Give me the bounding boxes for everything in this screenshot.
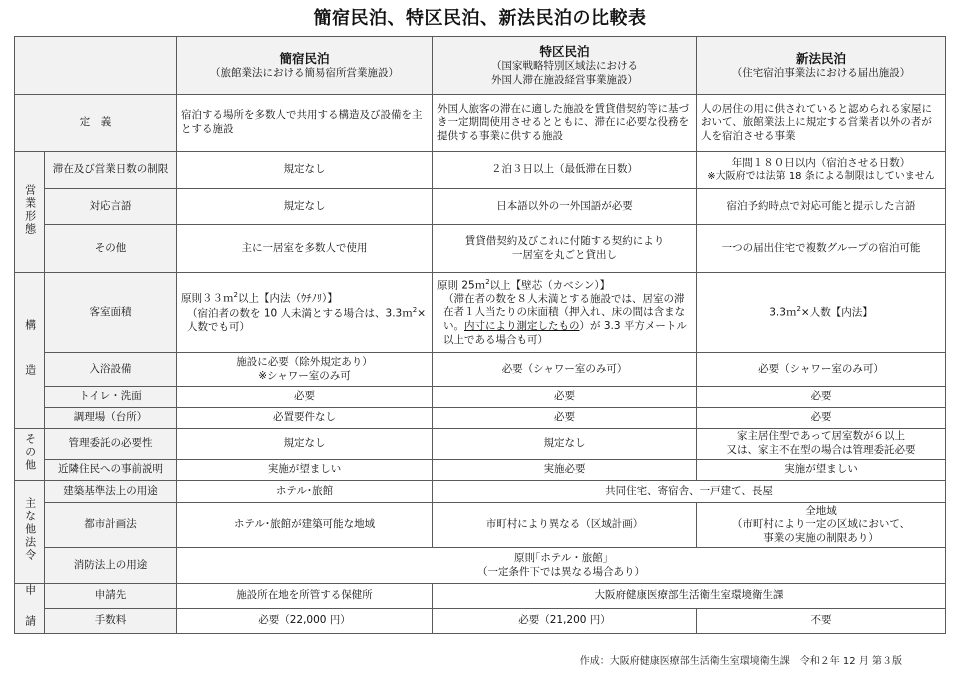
row-days-limit [15, 152, 946, 189]
cell-tokku: 必要 [433, 387, 697, 408]
row-label: 対応言語 [45, 189, 177, 225]
page-title: 簡宿民泊、特区民泊、新法民泊の比較表 [313, 8, 647, 29]
cell-tokku: 規定なし [433, 429, 697, 460]
row-label: その他 [45, 225, 177, 273]
row-label: 都市計画法 [45, 503, 177, 548]
cell-text: 賃貸借契約及びこれに付随する契約により [464, 234, 665, 247]
group-label-kozo: 構 造 [15, 273, 45, 429]
cell-shinpo: 不要 [697, 609, 946, 634]
column-header-shinpo [697, 37, 946, 95]
row-label: 定 義 [15, 95, 177, 152]
cell-kanshuku: 施設所在地を所管する保健所 [177, 584, 433, 609]
cell-kanshuku: 必要 [177, 387, 433, 408]
column-subtitle: （国家戦略特別区域法における [491, 59, 638, 72]
column-name: 簡宿民泊 [279, 50, 330, 66]
cell-shinpo: 実施が望ましい [697, 460, 946, 481]
cell-tokku: 外国人旅客の滞在に適した施設を賃貸借契約等に基づき一定期間使用させるとともに、滞在に必要な役務を提供する事業に供する施設 [433, 95, 697, 152]
row-label: 消防法上の用途 [45, 548, 177, 584]
row-label: 近隣住民への事前説明 [45, 460, 177, 481]
row-label: 建築基準法上の用途 [45, 481, 177, 503]
row-kitchen [15, 408, 946, 429]
row-building-law [15, 481, 946, 503]
cell-tokku: 必要（シャワー室のみ可） [433, 353, 697, 387]
column-subtitle: （住宅宿泊事業法における届出施設） [731, 66, 911, 79]
row-definition [15, 95, 946, 152]
column-header-tokku [433, 37, 697, 95]
column-subtitle: 外国人滞在施設経営事業施設） [491, 73, 638, 86]
row-label: 手数料 [45, 609, 177, 634]
row-city-planning [15, 503, 946, 548]
row-label: 申請先 [45, 584, 177, 609]
cell-shinpo: 必要（シャワー室のみ可） [697, 353, 946, 387]
group-label-shinsei: 申 請 [15, 584, 45, 634]
cell-text: 一居室を丸ごと貸出し [512, 248, 617, 261]
corner-cell [15, 37, 177, 95]
column-name: 特区民泊 [539, 43, 590, 59]
cell-shinpo [697, 152, 946, 189]
row-label: 調理場（台所） [45, 408, 177, 429]
cell-kanshuku: 必置要件なし [177, 408, 433, 429]
cell-kanshuku: 主に一居室を多数人で使用 [177, 225, 433, 273]
row-label: 滞在及び営業日数の制限 [45, 152, 177, 189]
cell-tokku: 市町村により異なる（区域計画） [433, 503, 697, 548]
cell-tokku: 原則 25ｍ$^2$以上【壁芯（カベシン）】 （滞在者の数を８人未満とする施設では、居室の滞在者１人当たりの床面積（押入れ、床の間は含まない。内寸により測定したもの）が 3.3 平方メートル以上である場合も可） [433, 273, 697, 353]
cell-text: 年間１８０日以内（宿泊させる日数） [731, 156, 911, 169]
row-language [15, 189, 946, 225]
row-label: トイレ・洗面 [45, 387, 177, 408]
row-bath [15, 353, 946, 387]
row-neighbor [15, 460, 946, 481]
cell-kanshuku: 実施が望ましい [177, 460, 433, 481]
group-label-sonota: その他 [15, 429, 45, 481]
cell-note: ※大阪府では法第 18 条による制限はしていません [707, 171, 935, 183]
cell-shinpo: 宿泊予約時点で対応可能と提示した言語 [697, 189, 946, 225]
row-application-dest [15, 584, 946, 609]
group-label-hourei: 主な他法令 [15, 481, 45, 584]
cell-kanshuku: 原則３３ｍ$^2$以上【内法（ｳﾁﾉﾘ）】 （宿泊者の数を 10 人未満とする場合は、3.3ｍ$^2$×人数でも可） [177, 273, 433, 353]
row-fire-law [15, 548, 946, 584]
cell-kanshuku: 規定なし [177, 152, 433, 189]
cell-kanshuku: 必要（22,000 円） [177, 609, 433, 634]
cell-tokku: ２泊３日以上（最低滞在日数） [433, 152, 697, 189]
cell-kanshuku: ホテル･旅館が建築可能な地域 [177, 503, 433, 548]
cell-tokku: 必要（21,200 円） [433, 609, 697, 634]
cell-shinpo: 人の居住の用に供されていると認められる家屋において、旅館業法上に規定する営業者以外の者が人を宿泊させる事業 [697, 95, 946, 152]
comparison-table [14, 36, 946, 634]
row-fee [15, 609, 946, 634]
row-management [15, 429, 946, 460]
cell-shinpo: 必要 [697, 387, 946, 408]
column-header-kanshuku [177, 37, 433, 95]
row-other [15, 225, 946, 273]
cell-kanshuku: 宿泊する場所を多数人で共用する構造及び設備を主とする施設 [177, 95, 433, 152]
cell-shinpo: 家主居住型であって居室数が６以上 又は、家主不在型の場合は管理委託必要 [697, 429, 946, 460]
header-row [15, 37, 946, 95]
row-toilet [15, 387, 946, 408]
cell-tokku: 実施必要 [433, 460, 697, 481]
cell-shinpo: 必要 [697, 408, 946, 429]
cell-shinpo: 全地域 （市町村により一定の区域において、 事業の実施の制限あり） [697, 503, 946, 548]
row-room-area [15, 273, 946, 353]
group-label-eigyo: 営業形態 [15, 152, 45, 273]
cell-tokku: 日本語以外の一外国語が必要 [433, 189, 697, 225]
cell-tokku-shinpo: 共同住宅、寄宿舎、一戸建て、長屋 [433, 481, 946, 503]
row-label: 入浴設備 [45, 353, 177, 387]
row-label: 管理委託の必要性 [45, 429, 177, 460]
cell-shinpo: 3.3ｍ$^2$×人数【内法】 [697, 273, 946, 353]
cell-tokku-shinpo: 大阪府健康医療部生活衛生室環境衛生課 [433, 584, 946, 609]
cell-all: 原則｢ホテル・旅館｣ （一定条件下では異なる場合あり） [177, 548, 946, 584]
column-name: 新法民泊 [795, 50, 846, 66]
column-subtitle: （旅館業法における簡易宿所営業施設） [210, 66, 399, 79]
cell-kanshuku: ホテル･旅館 [177, 481, 433, 503]
cell-kanshuku: 規定なし [177, 429, 433, 460]
row-label: 客室面積 [45, 273, 177, 353]
footer-credit: 作成：大阪府健康医療部生活衛生室環境衛生課 令和２年 12 月 第３版 [579, 656, 902, 667]
cell-tokku: 必要 [433, 408, 697, 429]
cell-kanshuku: 施設に必要（除外規定あり） ※シャワー室のみ可 [177, 353, 433, 387]
cell-kanshuku: 規定なし [177, 189, 433, 225]
cell-tokku [433, 225, 697, 273]
cell-shinpo: 一つの届出住宅で複数グループの宿泊可能 [697, 225, 946, 273]
